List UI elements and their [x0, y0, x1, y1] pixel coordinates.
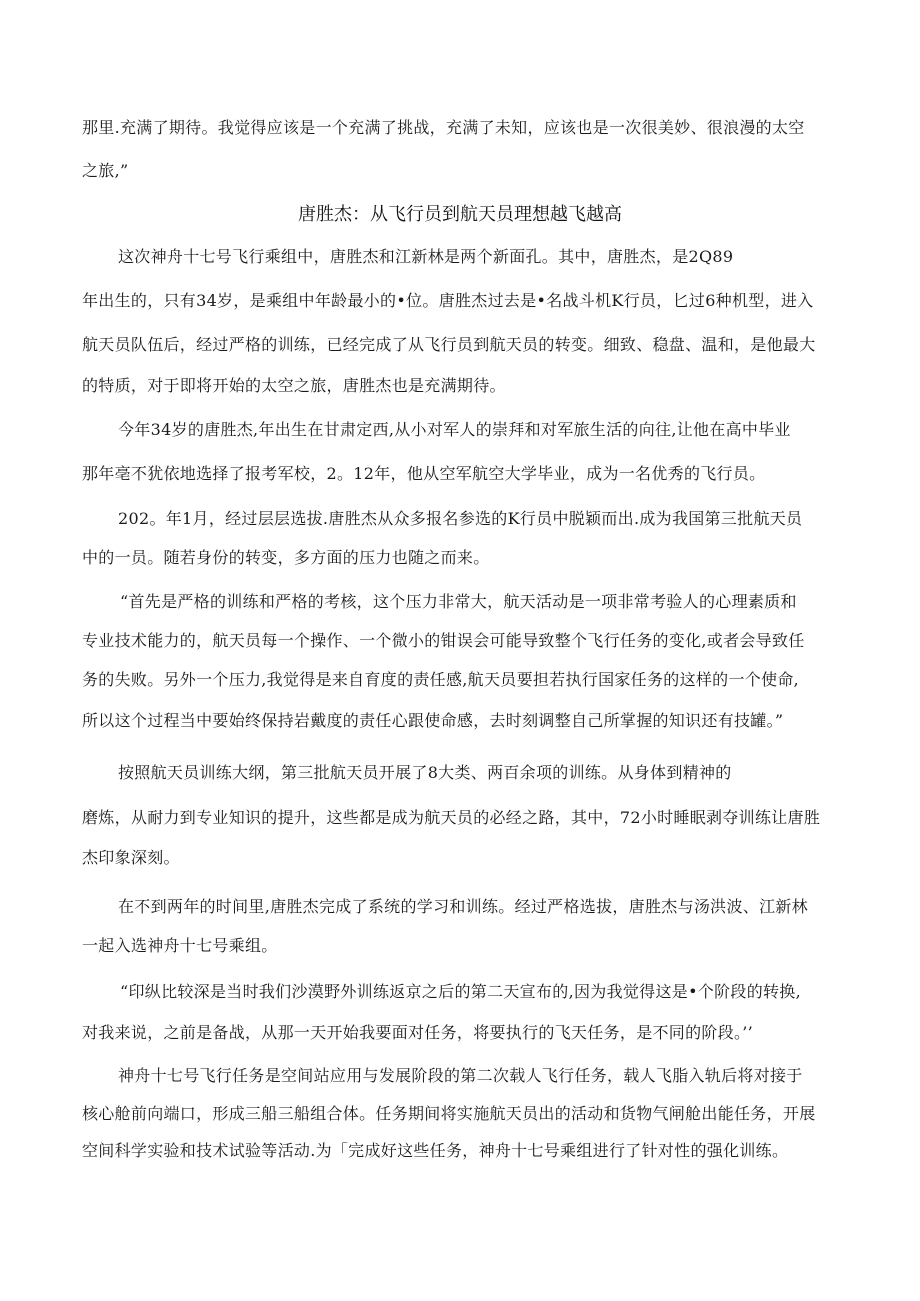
- paragraph-line: 核心舱前向端口，形成三船三船组合体。任务期间将实施航天员出的活动和货物气闸舱出能任务，开展: [82, 1104, 816, 1123]
- paragraph-line: 一起入选神舟十七号乘组。: [82, 936, 278, 955]
- paragraph-line: 航天员队伍后，经过严格的训练，已经完成了从飞行员到航天员的转变。细致、稳盘、温和，是他最大: [82, 335, 816, 354]
- paragraph-line: 在不到两年的时间里,唐胜杰完成了系统的学习和训练。经过严格选拔，唐胜杰与汤洪波、江新林: [118, 897, 808, 916]
- paragraph-line: 杰印象深刻。: [82, 848, 180, 867]
- quote-line: 务的失败。另外一个压力,我觉得是来自育度的责任感,航天员要担若执行国家任务的这样的一个使命,: [82, 670, 800, 689]
- paragraph-line: 神舟十七号飞行任务是空间站应用与发展阶段的第二次载人飞行任务，载人飞脂入轨后将对接于: [118, 1066, 803, 1085]
- paragraph-line: 中的一员。随若身份的转变，多方面的压力也随之而来。: [82, 548, 490, 567]
- intro-line: 之旅,”: [82, 161, 129, 180]
- quote-line: “印纵比较深是当时我们沙漠野外训练返京之后的第二天宣布的,因为我觉得这是•个阶段的转换,: [120, 982, 801, 1001]
- quote-line: 专业技术能力的，航天员每一个操作、一个微小的钳误会可能导致整个飞行任务的变化,或者会导致任: [82, 631, 805, 650]
- paragraph-line: 空间科学实验和技术试验等活动.为「完成好这些任务，神舟十七号乘组进行了针对性的强化训练。: [82, 1141, 789, 1160]
- paragraph-line: 这次神舟十七号飞行乘组中，唐胜杰和江新林是两个新面孔。其中，唐胜杰，是2Q89: [118, 247, 734, 266]
- paragraph-line: 今年34岁的唐胜杰,年出生在甘肃定西,从小对军人的崇拜和对军旅生活的向往,让他在高中毕业: [118, 420, 791, 439]
- paragraph-line: 磨炼，从耐力到专业知识的提升，这些都是成为航天员的必经之路，其中，72小时睡眠剥夺训练让唐胜: [82, 808, 821, 827]
- quote-line: 对我来说，之前是备战，从那一天开始我要面对任务，将要执行的飞天任务，是不同的阶段。’’: [82, 1023, 754, 1042]
- paragraph-line: 202。年1月，经过层层选拔.唐胜杰从众多报名参选的K行员中脱颖而出.成为我国第三批航天员: [118, 509, 803, 528]
- paragraph-line: 那年亳不犹依地选择了报考军校，2。12年，他从空军航空大学毕业，成为一名优秀的飞行员。: [82, 464, 766, 483]
- section-heading: 唐胜杰：从飞行员到航天员理想越飞越高: [298, 204, 622, 225]
- quote-line: “首先是严格的训练和严格的考核，这个压力非常大，航天活动是一项非常考验人的心理素质和: [120, 592, 797, 611]
- intro-line: 那里.充满了期待。我觉得应该是一个充满了挑战，充满了未知，应该也是一次很美妙、很浪漫的太空: [82, 118, 805, 137]
- quote-line: 所以这个过程当中要始终保持岩戴度的责任心跟使命感，去时刻调整自己所掌握的知识还有技罐。”: [82, 711, 784, 730]
- paragraph-line: 的特质，对于即将开始的太空之旅，唐胜杰也是充满期待。: [82, 376, 506, 395]
- paragraph-line: 年出生的，只有34岁，是乘组中年龄最小的•位。唐胜杰过去是•名战斗机K行员，匕过6种机型，进入: [82, 291, 814, 310]
- paragraph-line: 按照航天员训练大纲，第三批航天员开展了8大类、两百余项的训练。从身体到精神的: [118, 763, 732, 782]
